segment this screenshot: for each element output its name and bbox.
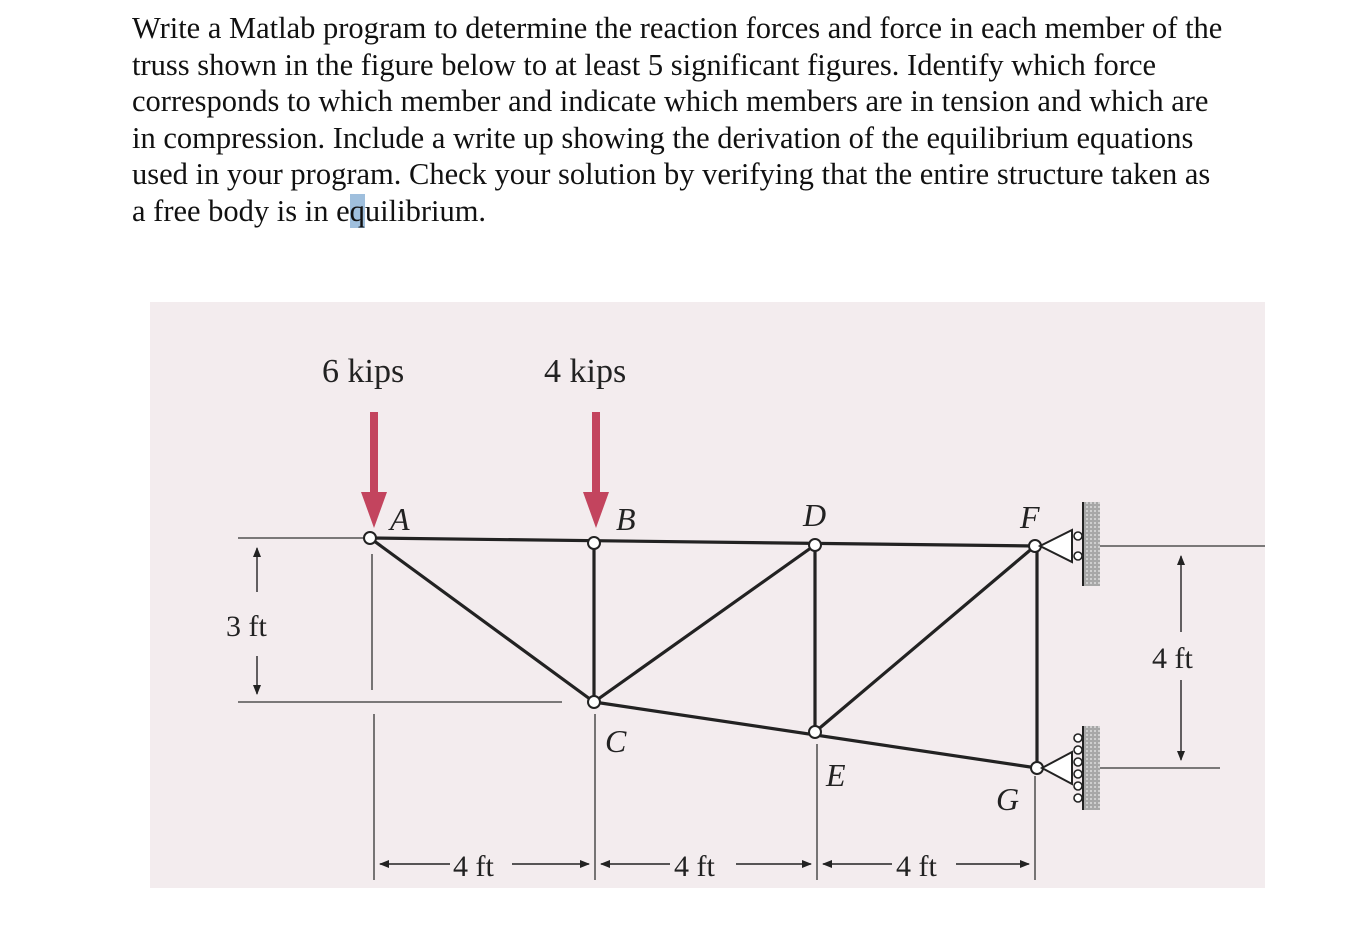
support-f [1040, 502, 1100, 586]
question-line-4: in compression. Include a write up showing the derivation of the equilibrium equations [132, 120, 1194, 155]
span-label-3: 4 ft [896, 850, 937, 883]
load-arrow-b-head [583, 492, 609, 528]
support-g-roller-3 [1074, 758, 1082, 766]
support-g-roller-5 [1074, 782, 1082, 790]
question-line-2: truss shown in the figure below to at least 5 significant figures. Identify which force [132, 47, 1157, 82]
support-g-wall [1084, 726, 1100, 810]
support-g-roller-2 [1074, 746, 1082, 754]
joint-c [588, 696, 600, 708]
support-f-roller-1 [1074, 532, 1082, 540]
span-label-2: 4 ft [674, 850, 715, 883]
dim-label-4ft-vertical: 4 ft [1152, 642, 1193, 675]
support-g-roller-6 [1074, 794, 1082, 802]
member-ac [370, 538, 594, 702]
question-line-6-start: a free body is in e [132, 193, 350, 228]
load-arrow-a-head [361, 492, 387, 528]
joint-d [809, 539, 821, 551]
question-line-6-end: uilibrium. [364, 193, 487, 228]
joint-b [588, 537, 600, 549]
node-label-a: A [390, 501, 410, 537]
support-f-wall [1084, 502, 1100, 586]
member-cd [594, 545, 815, 702]
load-arrow-a-shaft [370, 412, 378, 498]
member-top-chord [370, 538, 1035, 546]
load-label-a: 6 kips [322, 353, 405, 390]
question-line-6[interactable] [132, 193, 1292, 230]
node-label-f: F [1020, 499, 1040, 535]
joint-e [809, 726, 821, 738]
member-ef [815, 546, 1035, 732]
node-label-g: G [996, 781, 1020, 817]
truss-figure [150, 302, 1265, 888]
dim-label-3ft: 3 ft [226, 610, 267, 643]
truss-diagram [150, 302, 1265, 888]
node-label-e: E [826, 757, 846, 793]
load-arrow-a [361, 412, 387, 528]
support-f-triangle [1040, 530, 1072, 562]
question-line-3: corresponds to which member and indicate which members are in tension and which are [132, 84, 1209, 119]
span-label-1: 4 ft [453, 850, 494, 883]
question-line-5: used in your program. Check your solution by verifying that the entire structure taken as [132, 157, 1211, 192]
support-g-roller-4 [1074, 770, 1082, 778]
support-f-roller-2 [1074, 552, 1082, 560]
support-g [1042, 726, 1100, 810]
truss-members [370, 538, 1037, 768]
node-label-d: D [803, 497, 827, 533]
joint-a [364, 532, 376, 544]
load-arrow-b-shaft [592, 412, 600, 498]
question-line-1: Write a Matlab program to determine the reaction forces and force in each member of the [132, 11, 1223, 45]
load-label-b: 4 kips [544, 353, 627, 390]
node-label-b: B [616, 501, 636, 537]
support-g-roller-1 [1074, 734, 1082, 742]
selection-highlight[interactable]: q [349, 193, 365, 228]
support-g-triangle [1042, 752, 1072, 784]
question-text [132, 10, 1292, 230]
node-label-c: C [605, 723, 627, 759]
load-arrow-b [583, 412, 609, 528]
joints [364, 532, 1043, 774]
